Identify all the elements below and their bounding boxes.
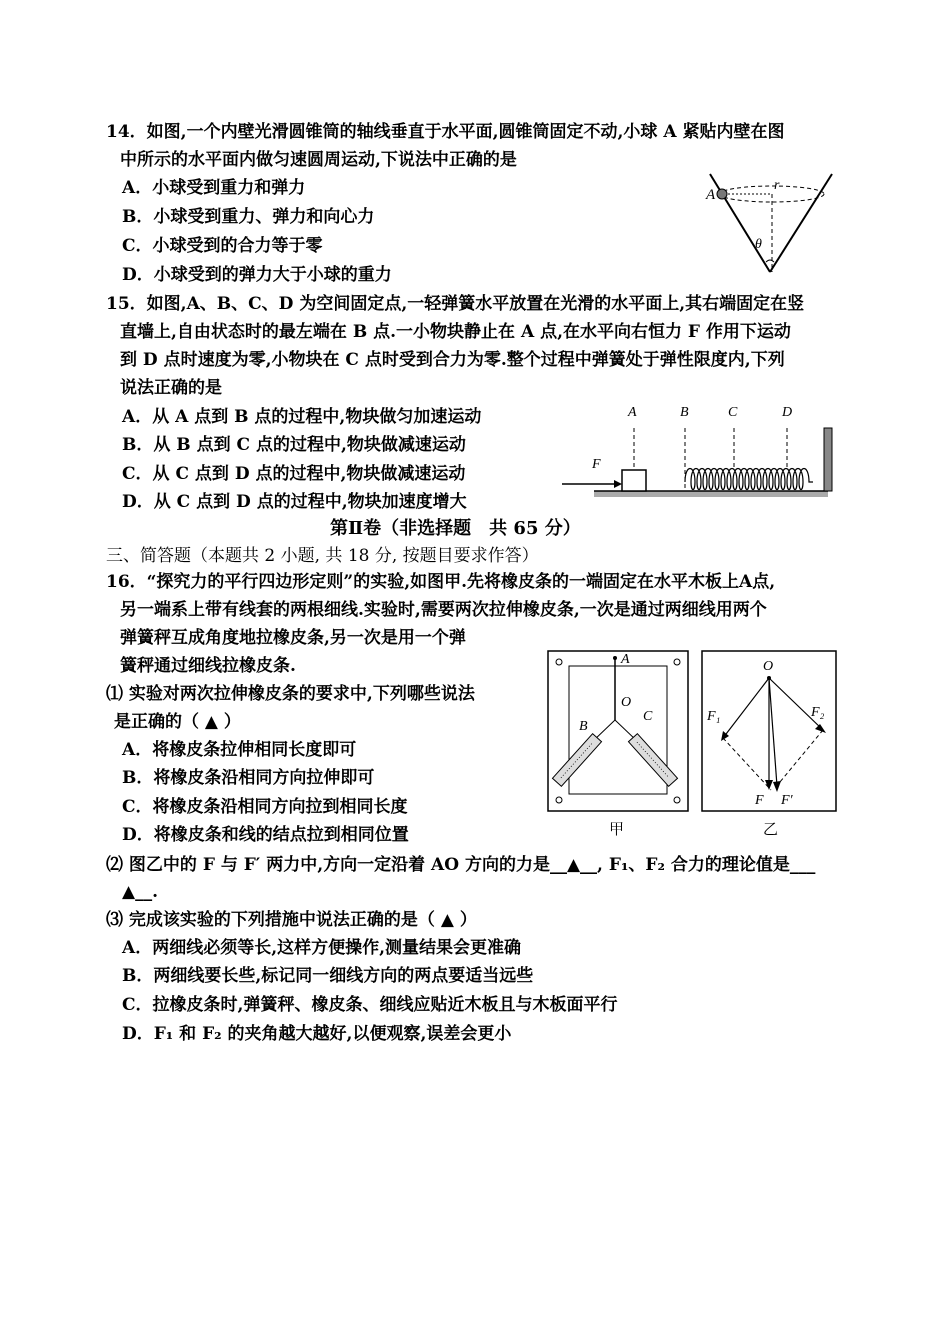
q16-stem-line3: 弹簧秤互成角度地拉橡皮条,另一次是用一个弹 [120, 628, 466, 648]
q16-part3-option-c: C．拉橡皮条时,弹簧秤、橡皮条、细线应贴近木板且与木板面平行 [122, 995, 618, 1015]
q14-option-a: A．小球受到重力和弹力 [122, 178, 306, 198]
dash-f1-side [723, 738, 771, 790]
label-theta: θ [755, 237, 762, 252]
spring-scale-c [628, 734, 677, 787]
arrow-f2-head [815, 724, 826, 733]
q16-part1-option-d: D．将橡皮条和线的结点拉到相同位置 [122, 825, 409, 845]
q15-option-b: B．从 B 点到 C 点的过程中,物块做减速运动 [122, 435, 466, 455]
spring [685, 469, 813, 490]
label-c: C [643, 709, 653, 724]
q16-stem-line1: 16．“探究力的平行四边形定则”的实验,如图甲.先将橡皮条的一端固定在水平木板上A点, [106, 572, 776, 592]
q16-part1-line2: 是正确的（ ▲ ） [114, 712, 241, 732]
label-f: F [755, 793, 764, 808]
dash-f2-side [775, 730, 823, 788]
q15-stem-line2: 直墙上,自由状态时的最左端在 B 点.一小物块静止在 A 点,在水平向右恒力 F 作用下运动 [120, 322, 791, 342]
label-fprime: F′ [781, 793, 793, 808]
pin-tr [674, 659, 680, 665]
force-arrow-head [614, 480, 622, 488]
section-3-heading: 三、简答题（本题共 2 小题, 共 18 分, 按题目要求作答） [106, 546, 539, 566]
q15-stem-line4: 说法正确的是 [120, 378, 222, 398]
q14-option-b: B．小球受到重力、弹力和向心力 [122, 207, 375, 227]
q16-part1-option-c: C．将橡皮条沿相同方向拉到相同长度 [122, 797, 408, 817]
label-d: D [782, 405, 793, 420]
q16-figure-jia [547, 650, 689, 840]
q15-stem-line1: 15．如图,A、B、C、D 为空间固定点,一轻弹簧水平放置在光滑的水平面上,其右端固定在竖 [106, 294, 805, 314]
label-o: O [763, 659, 774, 674]
caption-yi: 乙 [763, 822, 779, 838]
q16-part1-option-b: B．将橡皮条沿相同方向拉伸即可 [122, 768, 375, 788]
q14-cone-figure [700, 172, 840, 282]
q14-stem-line1: 14．如图,一个内壁光滑圆锥筒的轴线垂直于水平面,圆锥筒固定不动,小球 A 紧贴内壁在图 [106, 122, 785, 142]
spring-scale-b [552, 734, 601, 787]
q15-option-a: A．从 A 点到 B 点的过程中,物块做匀加速运动 [122, 407, 482, 427]
pin-tl [556, 659, 562, 665]
ball-a [717, 189, 727, 199]
q16-part3-option-a: A．两细线必须等长,这样方便操作,测量结果会更准确 [122, 938, 522, 958]
label-a: A [706, 187, 716, 203]
arrow-f1 [723, 678, 769, 738]
label-c: C [728, 405, 738, 420]
label-a: A [621, 652, 630, 667]
label-f2: F₂ [811, 705, 825, 720]
arrow-fprime-head [773, 781, 781, 792]
pin-bl [556, 797, 562, 803]
q14-option-c: C．小球受到的合力等于零 [122, 236, 323, 256]
q16-part1-option-a: A．将橡皮条拉伸相同长度即可 [122, 740, 357, 760]
arrow-f2 [769, 678, 823, 730]
arrow-fprime [769, 678, 777, 786]
q16-part3-option-d: D．F₁ 和 F₂ 的夹角越大越好,以便观察,误差会更小 [122, 1024, 512, 1044]
q16-part1-line1: ⑴ 实验对两次拉伸橡皮条的要求中,下列哪些说法 [106, 684, 475, 704]
label-b: B [680, 405, 689, 420]
q16-figure-yi [701, 650, 843, 840]
label-b: B [579, 719, 588, 734]
cone-left-wall [710, 174, 770, 272]
pin-br [674, 797, 680, 803]
q16-stem-line2: 另一端系上带有线套的两根细线.实验时,需要两次拉伸橡皮条,一次是通过两细线用两个 [120, 600, 767, 620]
q16-stem-line4: 簧秤通过细线拉橡皮条. [120, 656, 296, 676]
block [622, 470, 646, 491]
q14-stem-line2: 中所示的水平面内做匀速圆周运动,下说法中正确的是 [120, 150, 517, 170]
theta-arc [766, 260, 774, 262]
q15-stem-line3: 到 D 点时速度为零,小物块在 C 点时受到合力为零.整个过程中弹簧处于弹性限度内,下列 [120, 350, 785, 370]
label-o: O [621, 695, 632, 710]
label-f: F [592, 457, 601, 472]
label-a: A [628, 405, 637, 420]
q16-part2-line1: ⑵ 图乙中的 F 与 F′ 两力中,方向一定沿着 AO 方向的力是__▲__, F₁、F₂ 合力的理论值是___ [106, 855, 816, 875]
q16-part2-line2: ▲__. [122, 882, 158, 902]
q15-option-c: C．从 C 点到 D 点的过程中,物块做减速运动 [122, 464, 466, 484]
q14-option-d: D．小球受到的弹力大于小球的重力 [122, 265, 392, 285]
section-2-title: 第Ⅱ卷（非选择题 共 65 分） [330, 518, 581, 539]
q16-part3-option-b: B．两细线要长些,标记同一细线方向的两点要适当远些 [122, 966, 534, 986]
q16-part3-line: ⑶ 完成该实验的下列措施中说法正确的是（ ▲ ） [106, 910, 477, 930]
q15-spring-figure [558, 402, 838, 502]
label-f1: F₁ [707, 709, 721, 724]
q15-option-d: D．从 C 点到 D 点的过程中,物块加速度增大 [122, 492, 467, 512]
label-r: r [774, 178, 780, 193]
caption-jia: 甲 [609, 822, 625, 838]
floor-hatch [594, 491, 828, 497]
wall [824, 428, 832, 491]
